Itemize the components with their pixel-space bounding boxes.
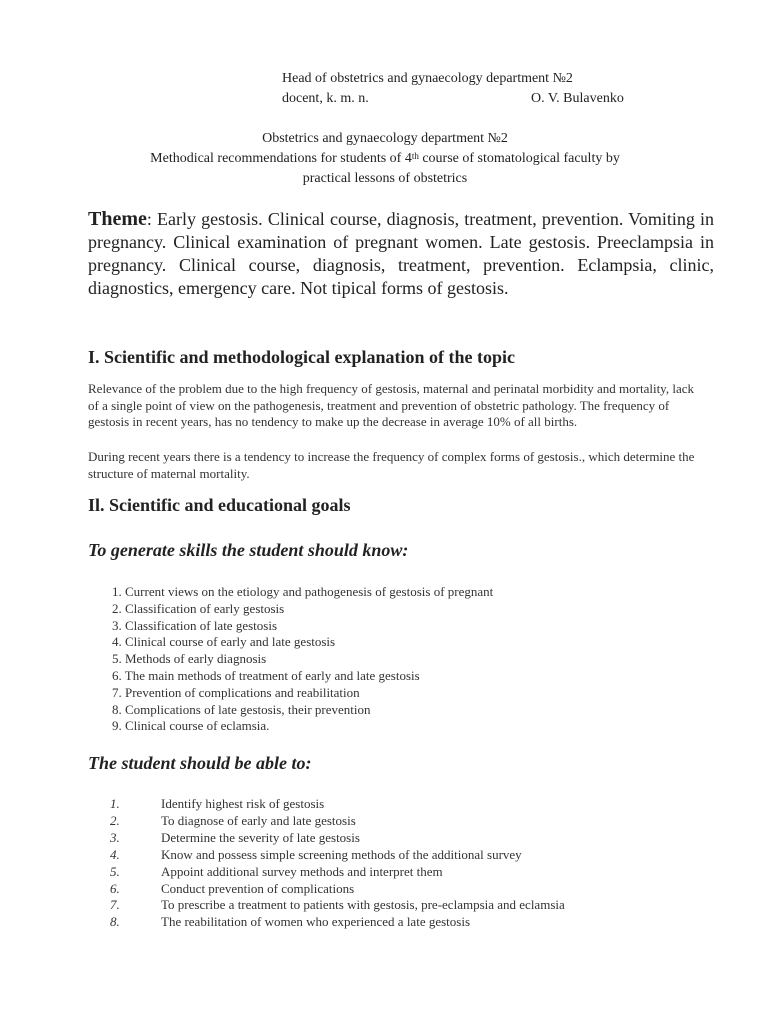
know-list xyxy=(112,584,493,735)
list-text: To prescribe a treatment to patients with gestosis, pre-eclampsia and eclamsia xyxy=(161,897,565,913)
section-1-heading: I. Scientific and methodological explanation of the topic xyxy=(88,347,515,367)
list-text: To diagnose of early and late gestosis xyxy=(161,812,356,828)
list-text: Conduct prevention of complications xyxy=(161,880,355,896)
list-item xyxy=(110,813,565,830)
know-heading: To generate skills the student should know: xyxy=(88,540,409,560)
list-item: 3. Classification of late gestosis xyxy=(112,617,278,633)
list-number: 7. xyxy=(110,897,120,913)
list-item: 6. The main methods of treatment of early and late gestosis xyxy=(112,667,420,683)
list-number: 3. xyxy=(110,829,120,845)
list-number: 4. xyxy=(110,846,120,862)
theme-label: Theme xyxy=(88,208,147,230)
list-item xyxy=(110,830,565,847)
list-item xyxy=(110,897,565,914)
list-item xyxy=(110,847,565,864)
header-line-1: Head of obstetrics and gynaecology department №2 xyxy=(282,71,573,86)
tendency-paragraph: During recent years there is a tendency to increase the frequency of complex forms of gestosis., which determine the structure of maternal mortality. xyxy=(88,449,695,481)
list-text: The reabilitation of women who experienced a late gestosis xyxy=(161,914,471,930)
list-text: Know and possess simple screening methods of the additional survey xyxy=(161,846,522,862)
list-number: 5. xyxy=(110,863,120,879)
department-title: Obstetrics and gynaecology department №2 xyxy=(262,131,508,146)
recommendations-subtitle: practical lessons of obstetrics xyxy=(302,171,468,186)
list-text: Identify highest risk of gestosis xyxy=(161,796,325,811)
list-item: 8. Complications of late gestosis, their prevention xyxy=(112,701,371,717)
list-text: Determine the severity of late gestosis xyxy=(161,829,360,845)
list-number: 8. xyxy=(110,914,120,930)
list-item: 2. Classification of early gestosis xyxy=(112,600,285,616)
header-author: O. V. Bulavenko xyxy=(531,91,624,106)
able-list xyxy=(110,796,565,931)
theme-paragraph xyxy=(88,208,714,300)
list-item xyxy=(110,796,565,813)
list-item xyxy=(110,914,565,931)
able-heading: The student should be able to: xyxy=(88,753,312,773)
list-item: 4. Clinical course of early and late gestosis xyxy=(112,634,336,650)
list-item: 1. Current views on the etiology and pathogenesis of gestosis of pregnant xyxy=(112,584,494,599)
list-number: 2. xyxy=(110,812,120,828)
header-docent: docent, k. m. n. xyxy=(282,91,369,106)
list-text: Appoint additional survey methods and interpret them xyxy=(161,863,443,879)
theme-text: : Early gestosis. Clinical course, diagnosis, treatment, prevention. Vomiting in pregnancy. Clinical examination of pregnant women. Late gestosis. Preeclampsia in pregnancy. Clinical course, diagnosis, treatment, prevention. Eclampsia, clinic, diagnostics, emergency care. Not tipical forms of gestosis. xyxy=(88,209,714,298)
list-item: 7. Prevention of complications and reabilitation xyxy=(112,684,360,700)
recommendations-title: Methodical recommendations for students of 4th course of stomatological faculty by xyxy=(150,151,620,166)
list-item: 5. Methods of early diagnosis xyxy=(112,651,267,667)
list-item xyxy=(110,864,565,881)
list-number: 1. xyxy=(110,796,120,811)
section-2-heading: Il. Scientific and educational goals xyxy=(88,495,351,515)
list-number: 6. xyxy=(110,880,120,896)
list-item xyxy=(110,881,565,898)
list-item: 9. Clinical course of eclamsia. xyxy=(112,718,270,734)
relevance-paragraph: Relevance of the problem due to the high frequency of gestosis, maternal and perinatal morbidity and mortality, lack of a single point of view on the pathogenesis, treatment and prevention of obstetric pathology. The frequency of gestosis in recent years, has no tendency to make up the decrease in average 10% of all births. xyxy=(88,381,694,429)
